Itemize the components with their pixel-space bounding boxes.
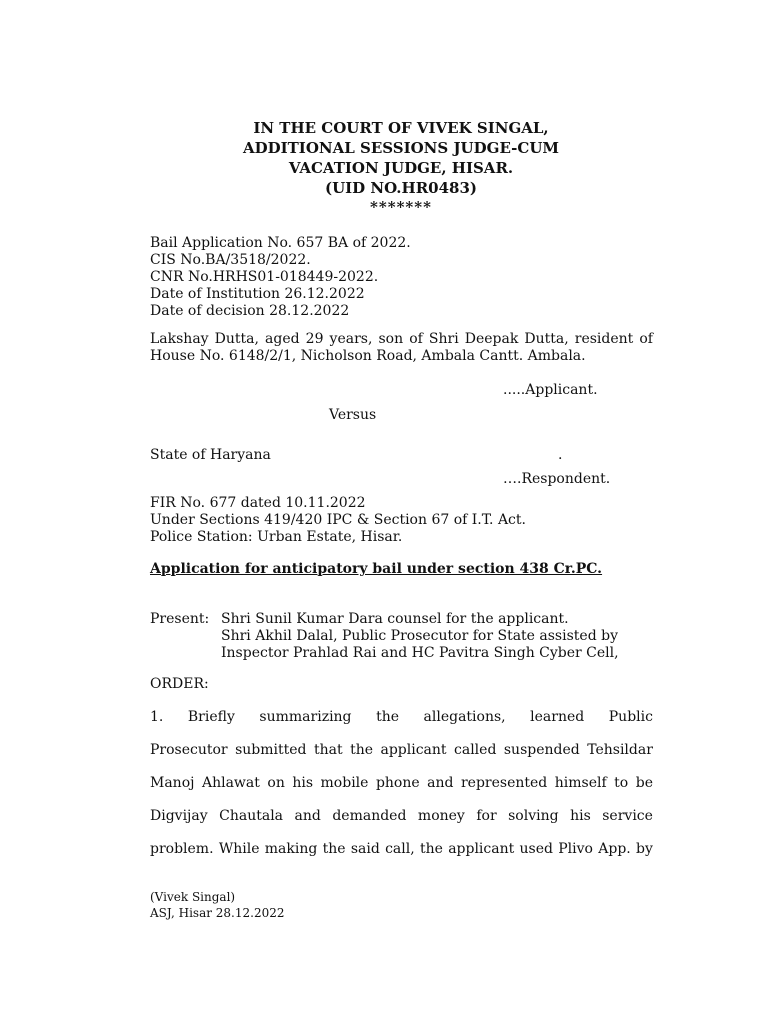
paragraph-line (150, 709, 653, 742)
heading-line-4: (UID NO.HR0483) (324, 179, 478, 197)
paragraph-word: problem. (150, 841, 214, 857)
paragraph-word: call, (385, 841, 415, 857)
paragraph-word: himself (554, 775, 607, 791)
present-line-3: Inspector Prahlad Rai and HC Pavitra Singh Cyber Cell, (221, 645, 619, 661)
paragraph-word: said (350, 841, 380, 857)
paragraph-word: the (350, 742, 374, 758)
paragraph-word: his (292, 775, 314, 791)
paragraph-word: suspended (503, 742, 580, 758)
date-of-decision: Date of decision 28.12.2022 (150, 303, 350, 319)
paragraph-word: demanded (332, 808, 407, 824)
paragraph-word: Tehsildar (587, 742, 653, 758)
paragraph-word: Chautala (219, 808, 284, 824)
paragraph-word: learned (530, 709, 585, 725)
paragraph-word: used (519, 841, 553, 857)
applicant-details-line-2: House No. 6148/2/1, Nicholson Road, Ambala Cantt. Ambala. (150, 348, 586, 364)
paragraph-word: money (417, 808, 465, 824)
paragraph-word: 1. (150, 709, 164, 725)
footer-signature-block (150, 889, 285, 921)
applicant-details-line-1: Lakshay Dutta, aged 29 years, son of Shri Deepak Dutta, resident of (150, 331, 653, 347)
paragraph-word: and (294, 808, 321, 824)
bail-application-no: Bail Application No. 657 BA of 2022. (150, 235, 411, 251)
present-details (221, 611, 619, 662)
paragraph-line (150, 775, 653, 808)
paragraph-word: and (427, 775, 454, 791)
order-label: ORDER: (150, 676, 209, 692)
paragraph-word: While (218, 841, 260, 857)
present-label: Present: (150, 611, 210, 627)
paragraph-word: called (454, 742, 497, 758)
paragraph-word: represented (460, 775, 548, 791)
fir-line-3: Police Station: Urban Estate, Hisar. (150, 529, 403, 545)
present-line-2: Shri Akhil Dalal, Public Prosecutor for State assisted by (221, 628, 618, 644)
paragraph-word: making (264, 841, 318, 857)
applicant-details (150, 331, 653, 365)
fir-details (150, 495, 526, 546)
fir-line-1: FIR No. 677 dated 10.11.2022 (150, 495, 366, 511)
applicant-label: .....Applicant. (503, 382, 598, 398)
paragraph-word: Digvijay (150, 808, 208, 824)
case-info (150, 235, 411, 320)
state-name: State of Haryana (150, 447, 271, 463)
paragraph-word: summarizing (259, 709, 352, 725)
paragraph-word: by (636, 841, 653, 857)
paragraph-word: phone (375, 775, 420, 791)
paragraph-word: solving (508, 808, 559, 824)
paragraph-word: on (267, 775, 285, 791)
paragraph-word: to (614, 775, 629, 791)
application-title: Application for anticipatory bail under section 438 Cr.PC. (150, 561, 603, 577)
signature-name: (Vivek Singal) (150, 890, 236, 904)
separator-stars: ******* (370, 198, 432, 216)
signature-designation: ASJ, Hisar 28.12.2022 (150, 906, 285, 920)
paragraph-word: the (419, 841, 443, 857)
fir-line-2: Under Sections 419/420 IPC & Section 67 of I.T. Act. (150, 512, 526, 528)
paragraph-word: Prosecutor (150, 742, 228, 758)
heading-line-1: IN THE COURT OF VIVEK SINGAL, (253, 119, 549, 137)
respondent-label: ….Respondent. (503, 471, 611, 487)
cnr-no: CNR No.HRHS01-018449-2022. (150, 269, 379, 285)
date-of-institution: Date of Institution 26.12.2022 (150, 286, 365, 302)
paragraph-word: Ahlawat (201, 775, 260, 791)
paragraph-word: be (635, 775, 653, 791)
paragraph-word: Briefly (187, 709, 235, 725)
heading-line-3: VACATION JUDGE, HISAR. (288, 159, 514, 177)
paragraph-word: submitted (235, 742, 307, 758)
paragraph-word: mobile (320, 775, 369, 791)
paragraph-word: the (376, 709, 399, 725)
paragraph-word: Plivo (558, 841, 593, 857)
paragraph-word: that (313, 742, 343, 758)
paragraph-line (150, 841, 653, 874)
paragraph-word: service (602, 808, 653, 824)
paragraph-word: applicant (448, 841, 515, 857)
paragraph-line (150, 808, 653, 841)
paragraph-word: the (322, 841, 346, 857)
paragraph-line (150, 742, 653, 775)
paragraph-word: applicant (380, 742, 447, 758)
court-heading (150, 118, 652, 198)
heading-line-2: ADDITIONAL SESSIONS JUDGE-CUM (242, 139, 560, 157)
paragraph-word: allegations, (423, 709, 506, 725)
paragraph-word: Public (608, 709, 653, 725)
paragraph-word: App. (598, 841, 631, 857)
paragraph-word: Manoj (150, 775, 195, 791)
paragraph-word: for (476, 808, 497, 824)
paragraph-1 (150, 709, 653, 874)
versus-label: Versus (329, 407, 377, 423)
paragraph-word: his (570, 808, 591, 824)
cis-no: CIS No.BA/3518/2022. (150, 252, 311, 268)
state-dot: . (558, 447, 563, 463)
present-line-1: Shri Sunil Kumar Dara counsel for the applicant. (221, 611, 569, 627)
